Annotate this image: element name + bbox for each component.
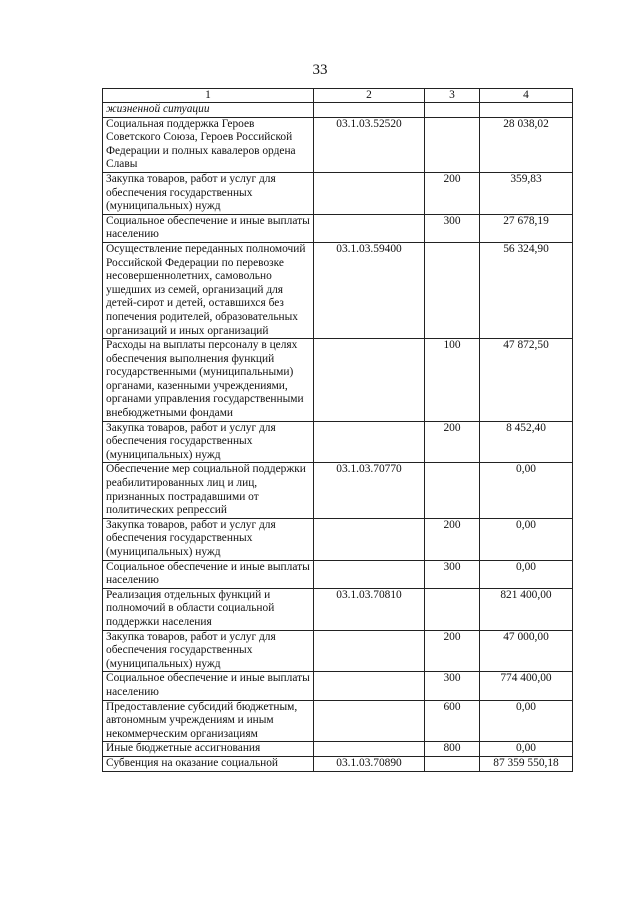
amount-cell: [480, 103, 573, 118]
expense-type-cell: 600: [425, 700, 480, 742]
target-code-cell: [314, 700, 425, 742]
amount-cell: 28 038,02: [480, 117, 573, 172]
table-row: [103, 463, 573, 518]
expense-name-cell: Закупка товаров, работ и услуг для обеспечения государственных (муниципальных) нужд: [103, 172, 314, 214]
table-header-row: [103, 89, 573, 103]
header-col-3: 3: [425, 89, 480, 103]
expense-type-cell: 200: [425, 518, 480, 560]
target-code-cell: [314, 630, 425, 672]
table-row: [103, 630, 573, 672]
expense-name-cell: Реализация отдельных функций и полномочий в области социальной поддержки населения: [103, 588, 314, 630]
amount-cell: 0,00: [480, 742, 573, 757]
header-col-2: 2: [314, 89, 425, 103]
table-row: [103, 756, 573, 771]
amount-cell: 821 400,00: [480, 588, 573, 630]
expense-name-cell: Осуществление переданных полномочий Российской Федерации по перевозке несовершеннолетних, самовольно ушедших из семей, организаций для детей-сирот и детей, оставшихся без попечения родителей, образовательных организаций и иных организаций: [103, 242, 314, 338]
table-row: [103, 700, 573, 742]
target-code-cell: [314, 214, 425, 242]
header-col-1: 1: [103, 89, 314, 103]
expense-type-cell: [425, 117, 480, 172]
header-col-4: 4: [480, 89, 573, 103]
table-row: [103, 421, 573, 463]
expense-name-cell: Закупка товаров, работ и услуг для обеспечения государственных (муниципальных) нужд: [103, 630, 314, 672]
amount-cell: 0,00: [480, 560, 573, 588]
expense-name-cell: Обеспечение мер социальной поддержки реабилитированных лиц и лиц, признанных пострадавшими от политических репрессий: [103, 463, 314, 518]
table-row: [103, 103, 573, 118]
expense-type-cell: [425, 463, 480, 518]
target-code-cell: [314, 103, 425, 118]
table-row: [103, 588, 573, 630]
amount-cell: 0,00: [480, 700, 573, 742]
expense-name-cell: Закупка товаров, работ и услуг для обеспечения государственных (муниципальных) нужд: [103, 421, 314, 463]
expense-type-cell: 300: [425, 560, 480, 588]
target-code-cell: [314, 672, 425, 700]
table-row: [103, 242, 573, 338]
target-code-cell: [314, 560, 425, 588]
expense-name-cell: Расходы на выплаты персоналу в целях обеспечения выполнения функций государственными (муниципальными) органами, казенными учреждениями, органами управления государственными внебюджетными фондами: [103, 339, 314, 422]
expense-type-cell: 200: [425, 630, 480, 672]
target-code-cell: 03.1.03.70770: [314, 463, 425, 518]
expense-name-cell: жизненной ситуации: [103, 103, 314, 118]
expense-name-cell: Иные бюджетные ассигнования: [103, 742, 314, 757]
target-code-cell: [314, 518, 425, 560]
page-number: 33: [312, 62, 328, 78]
target-code-cell: 03.1.03.59400: [314, 242, 425, 338]
amount-cell: 0,00: [480, 518, 573, 560]
amount-cell: 774 400,00: [480, 672, 573, 700]
expense-type-cell: [425, 103, 480, 118]
target-code-cell: 03.1.03.52520: [314, 117, 425, 172]
expense-type-cell: 300: [425, 214, 480, 242]
target-code-cell: [314, 339, 425, 422]
amount-cell: 27 678,19: [480, 214, 573, 242]
target-code-cell: [314, 742, 425, 757]
table-row: [103, 172, 573, 214]
expense-name-cell: Предоставление субсидий бюджетным, автономным учреждениям и иным некоммерческим организациям: [103, 700, 314, 742]
expense-type-cell: 200: [425, 421, 480, 463]
table-row: [103, 560, 573, 588]
table-row: [103, 672, 573, 700]
table-row: [103, 742, 573, 757]
expense-name-cell: Социальное обеспечение и иные выплаты населению: [103, 672, 314, 700]
expense-type-cell: 100: [425, 339, 480, 422]
expense-type-cell: 800: [425, 742, 480, 757]
expense-type-cell: [425, 242, 480, 338]
amount-cell: 56 324,90: [480, 242, 573, 338]
amount-cell: 8 452,40: [480, 421, 573, 463]
table-row: [103, 339, 573, 422]
amount-cell: 359,83: [480, 172, 573, 214]
budget-table: [102, 88, 573, 772]
amount-cell: 87 359 550,18: [480, 756, 573, 771]
target-code-cell: 03.1.03.70890: [314, 756, 425, 771]
amount-cell: 47 872,50: [480, 339, 573, 422]
amount-cell: 47 000,00: [480, 630, 573, 672]
target-code-cell: [314, 172, 425, 214]
expense-name-cell: Социальное обеспечение и иные выплаты населению: [103, 560, 314, 588]
table-row: [103, 214, 573, 242]
table-row: [103, 117, 573, 172]
table-row: [103, 518, 573, 560]
expense-type-cell: 300: [425, 672, 480, 700]
target-code-cell: [314, 421, 425, 463]
expense-name-cell: Закупка товаров, работ и услуг для обеспечения государственных (муниципальных) нужд: [103, 518, 314, 560]
amount-cell: 0,00: [480, 463, 573, 518]
expense-name-cell: Субвенция на оказание социальной: [103, 756, 314, 771]
expense-name-cell: Социальное обеспечение и иные выплаты населению: [103, 214, 314, 242]
expense-type-cell: 200: [425, 172, 480, 214]
expense-type-cell: [425, 756, 480, 771]
target-code-cell: 03.1.03.70810: [314, 588, 425, 630]
expense-type-cell: [425, 588, 480, 630]
expense-name-cell: Социальная поддержка Героев Советского Союза, Героев Российской Федерации и полных кавалеров ордена Славы: [103, 117, 314, 172]
